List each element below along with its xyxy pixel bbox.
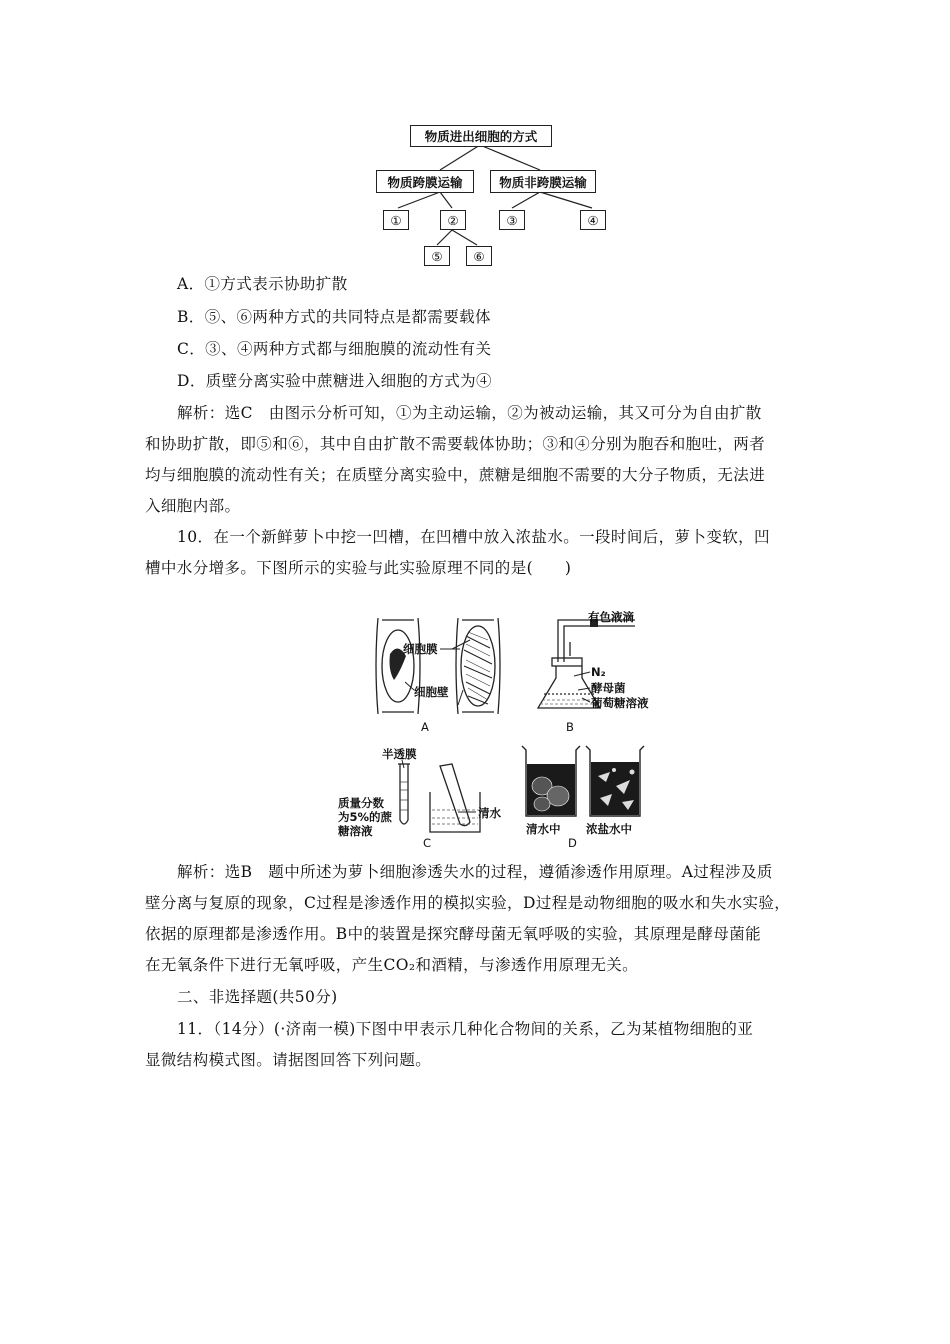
q10-analysis-line: 在无氧条件下进行无氧呼吸，产生CO₂和酒精，与渗透作用原理无关。 — [145, 956, 639, 974]
q10-stem-line: 槽中水分增多。下图所示的实验与此实验原理不同的是( ) — [145, 559, 572, 577]
tree-root-label: 物质进出细胞的方式 — [424, 129, 538, 144]
figure-b-glucose-label: 葡萄糖溶液 — [591, 696, 649, 710]
figure-a-membrane-label: 细胞膜 — [403, 642, 438, 656]
tree-node-3: ③ — [499, 210, 525, 230]
figure-d-fresh-label: 清水中 — [526, 822, 561, 836]
figure-a-wall-label: 细胞壁 — [414, 685, 449, 699]
figure-c-water-label: 清水 — [478, 806, 501, 820]
figure-d-beakers — [518, 742, 648, 820]
figure-c-label-3: 糖溶液 — [338, 824, 373, 838]
q10-analysis-line: 解析：选B 题中所述为萝卜细胞渗透失水的过程，遵循渗透作用原理。A过程涉及质 — [177, 863, 773, 881]
q10-analysis-line: 壁分离与复原的现象，C过程是渗透作用的模拟实验，D过程是动物细胞的吸水和失水实验， — [145, 894, 791, 912]
tree-node-1: ① — [383, 210, 409, 230]
tree-right-label: 物质非跨膜运输 — [499, 174, 587, 190]
section-heading: 二、非选择题(共50分) — [177, 988, 338, 1006]
figure-b-n2-label: N₂ — [591, 665, 606, 679]
figure-c-letter: C — [423, 836, 432, 850]
q9-analysis-line: 均与细胞膜的流动性有关；在质壁分离实验中，蔗糖是细胞不需要的大分子物质，无法进 — [145, 466, 766, 484]
option-b: B．⑤、⑥两种方式的共同特点是都需要载体 — [177, 308, 491, 326]
figure-a-letter: A — [421, 720, 429, 734]
q10-analysis-line: 依据的原理都是渗透作用。B中的装置是探究酵母菌无氧呼吸的实验，其原理是酵母菌能 — [145, 925, 761, 943]
figure-d-letter: D — [568, 836, 577, 850]
tree-left-label: 物质跨膜运输 — [387, 174, 463, 190]
q10-stem-line: 10．在一个新鲜萝卜中挖一凹槽，在凹槽中放入浓盐水。一段时间后，萝卜变软，凹 — [177, 528, 770, 546]
tree-node-5: ⑤ — [424, 246, 450, 266]
figure-b-drop-label: 有色液滴 — [588, 610, 634, 624]
option-a: A．①方式表示协助扩散 — [177, 275, 348, 293]
figure-c-membrane-label: 半透膜 — [382, 747, 417, 761]
q11-stem-line: 显微结构模式图。请据图回答下列问题。 — [145, 1051, 432, 1069]
q9-analysis-line: 和协助扩散，即⑤和⑥，其中自由扩散不需要载体协助；③和④分别为胞吞和胞吐，两者 — [145, 435, 766, 453]
figure-b-yeast-label: 酵母菌 — [591, 681, 626, 695]
figure-d-salt-label: 浓盐水中 — [586, 822, 632, 836]
q11-stem-line: 11．（14分）(·济南一模)下图中甲表示几种化合物间的关系，乙为某植物细胞的亚 — [177, 1020, 754, 1038]
figure-c-label-1: 质量分数 — [338, 796, 384, 810]
figure-c-label-2: 为5%的蔗 — [338, 810, 393, 824]
q9-analysis-line: 入细胞内部。 — [145, 497, 241, 515]
figure-b-letter: B — [566, 720, 574, 734]
option-d: D．质壁分离实验中蔗糖进入细胞的方式为④ — [177, 372, 492, 390]
tree-node-2: ② — [440, 210, 466, 230]
q9-analysis-line: 解析：选C 由图示分析可知，①为主动运输，②为被动运输，其又可分为自由扩散 — [177, 404, 762, 422]
tree-node-6: ⑥ — [466, 246, 492, 266]
tree-node-4: ④ — [580, 210, 606, 230]
option-c: C．③、④两种方式都与细胞膜的流动性有关 — [177, 340, 492, 358]
